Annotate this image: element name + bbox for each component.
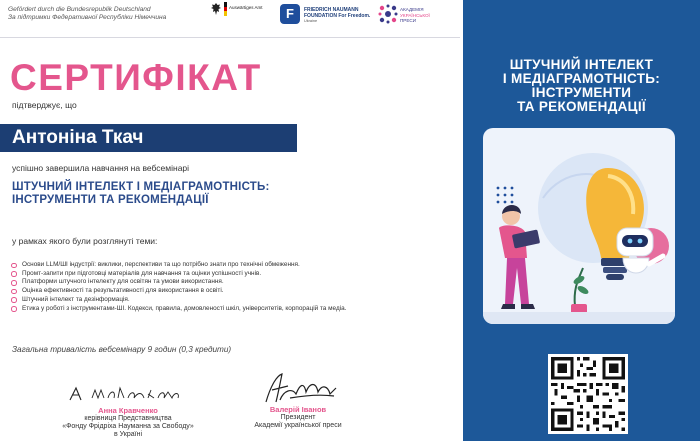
qr-code-icon (548, 354, 628, 434)
ai-illustration-art (483, 128, 675, 324)
signature-block-2 (218, 370, 378, 440)
ai-illustration (483, 128, 675, 324)
topic-text: Етика у роботі з інструментами-ШІ. Кодекси, правила, домовленості шкіл, університетів, корпорацій та медіа. (22, 304, 347, 312)
funding-line-de: Gefördert durch die Bundesrepublik Deutschland (8, 6, 151, 13)
funding-line-ua: За підтримки Федеративної Республіки Німеччина (8, 14, 167, 21)
fnf-logo (280, 2, 375, 34)
topic-text: Основи LLM/ШІ індустрії: виклики, перспективи та що потрібно знати про технічні обмеження. (22, 261, 300, 268)
handwritten-signature-1 (48, 380, 208, 406)
completion-text: успішно завершила навчання на вебсемінарі (12, 163, 190, 173)
bullet-icon (11, 263, 17, 269)
duration-text: Загальна тривалість вебсемінару 9 годин (0,3 кредити) (12, 345, 232, 354)
academy-logo-line3: ПРЕСИ (400, 18, 417, 24)
qr-code[interactable] (548, 354, 628, 434)
fnf-logo-country: Ukraine (304, 19, 318, 23)
fnf-logo-line2: FOUNDATION For Freedom. (304, 13, 371, 19)
topic-text: Штучний інтелект та дезінформація. (22, 295, 130, 303)
topic-item (10, 261, 455, 270)
topic-text: Оцінка ефективності та результативності для використання в освіті. (22, 287, 224, 295)
topic-item (10, 296, 455, 305)
bullet-icon (11, 297, 17, 303)
federal-foreign-office-logo (210, 2, 270, 32)
panel-title-line3: ІНСТРУМЕНТИ (531, 85, 632, 100)
topics-list (10, 261, 455, 313)
panel-title-line1: ШТУЧНИЙ ІНТЕЛЕКТ (509, 57, 654, 72)
signature-block-1 (48, 380, 208, 440)
header-strip (0, 0, 460, 38)
topics-intro: у рамках якого були розглянуті теми: (12, 236, 158, 246)
signatory-2-name: Валерій Іванов (269, 405, 327, 414)
funding-note (8, 6, 208, 22)
bullet-icon (11, 271, 17, 277)
course-title-line1: ШТУЧНИЙ ІНТЕЛЕКТ І МЕДІАГРАМОТНІСТЬ: (12, 181, 270, 193)
recipient-band (0, 124, 297, 152)
course-title-line2: ІНСТРУМЕНТИ ТА РЕКОМЕНДАЦІЇ (12, 194, 209, 206)
academy-logo-line2: УКРАЇНСЬКОЇ (400, 12, 430, 18)
german-flag-icon (224, 2, 227, 16)
course-title (12, 181, 270, 207)
topic-item (10, 287, 455, 296)
panel-title (463, 58, 700, 114)
bullet-icon (11, 289, 17, 295)
topic-item (10, 278, 455, 287)
panel-title-line4: ТА РЕКОМЕНДАЦІЇ (517, 99, 646, 114)
signatory-2-role-line2: Академії української преси (254, 422, 342, 429)
eagle-icon (210, 2, 222, 16)
academy-logo-text (400, 7, 430, 24)
topic-text: Платформи штучного інтелекту для освітян та умови використання. (22, 278, 224, 286)
fnf-logo-line1: FRIEDRICH NAUMANN (304, 7, 359, 13)
molecule-icon (378, 4, 398, 24)
bullet-icon (11, 280, 17, 286)
topic-item (10, 305, 455, 314)
federal-foreign-office-text: Auswärtiges Amt (229, 5, 263, 10)
signatory-1-name: Анна Кравченко (98, 406, 158, 415)
academy-ukrainian-press-logo (378, 2, 458, 34)
fnf-logo-name (304, 7, 370, 19)
fnf-mark-icon: F (280, 4, 300, 24)
signatory-1-role-line3: в Україні (113, 431, 142, 438)
course-side-panel (463, 0, 700, 441)
topic-text: Промт-запити при підготовці матеріалів для навчання та оцінки успішності учнів. (22, 269, 262, 277)
signatory-1-role (48, 415, 208, 439)
signatory-2-role-line1: Президент (280, 414, 316, 421)
signatory-1-role-line2: «Фонду Фрідріха Науманна за Свободу» (62, 423, 194, 430)
panel-title-line2: І МЕДІАГРАМОТНІСТЬ: (502, 71, 661, 86)
bullet-icon (11, 306, 17, 312)
academy-logo-line1: АКАДЕМІЯ (400, 7, 424, 12)
confirms-text: підтверджує, що (12, 100, 77, 110)
signatory-1-role-line1: керівниця Представництва (84, 415, 172, 422)
recipient-name: Антоніна Ткач (12, 127, 144, 148)
handwritten-signature-2 (218, 370, 378, 406)
signatory-2-role (218, 414, 378, 430)
header-divider (0, 37, 460, 38)
certificate-title: СЕРТИФІКАТ (10, 57, 262, 98)
